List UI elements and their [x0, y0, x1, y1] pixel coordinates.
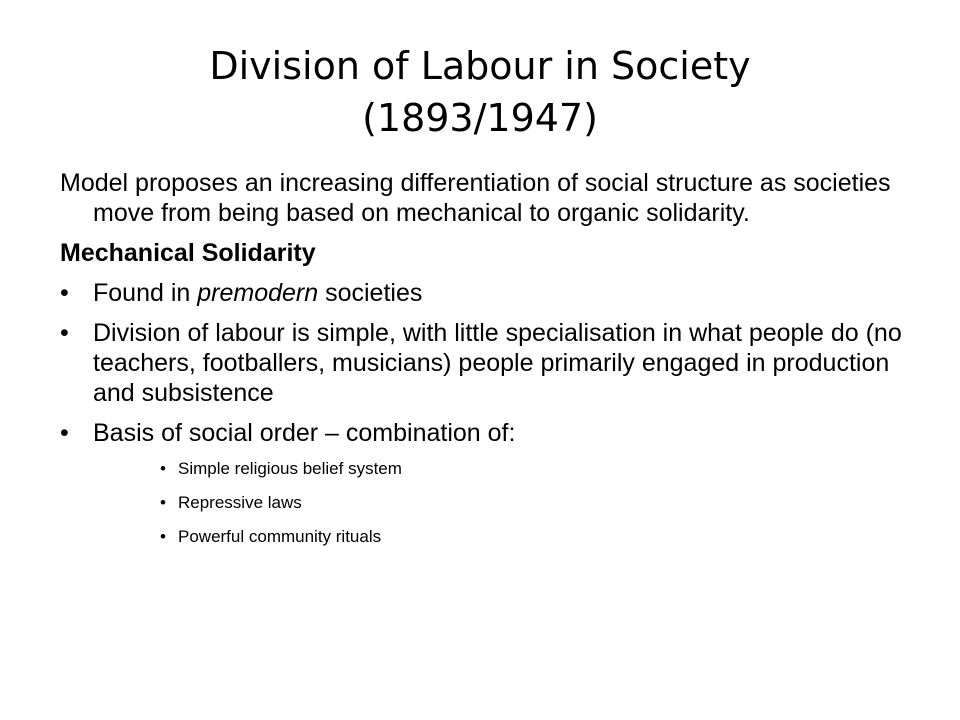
bullet-text-emphasis: premodern	[197, 279, 319, 307]
sub-bullet-text: Powerful community rituals	[178, 527, 382, 546]
sub-bullet-text: Simple religious belief system	[178, 459, 402, 478]
bullet-dot: •	[60, 319, 69, 347]
intro-paragraph: Model proposes an increasing differentiation of social structure as societies move from being based on mechanical to organic solidarity.	[60, 169, 891, 227]
sub-bullet-item-rituals	[160, 526, 920, 548]
bullet-item-premodern	[60, 278, 920, 308]
title-line-2: (1893/1947)	[362, 96, 598, 140]
slide-body	[60, 168, 920, 560]
bullet-text: Division of labour is simple, with little specialisation in what people do (no teachers, footballers, musicians) people primarily engaged in production and subsistence	[93, 319, 902, 407]
bullet-item-division-of-labour	[60, 318, 920, 408]
sub-bullet-text: Repressive laws	[178, 493, 302, 512]
bullet-text: Basis of social order – combination of:	[93, 419, 516, 447]
slide-title	[80, 40, 880, 144]
bullet-item-social-order	[60, 418, 920, 448]
bullet-text-prefix: Found in	[93, 279, 198, 307]
sub-bullet-list	[160, 458, 920, 548]
bullet-list	[60, 278, 920, 448]
bullet-dot: •	[60, 279, 69, 307]
bullet-dot: •	[60, 419, 69, 447]
section-heading: Mechanical Solidarity	[60, 239, 316, 267]
sub-bullet-dot: •	[160, 493, 166, 512]
sub-bullet-item-religion	[160, 458, 920, 480]
sub-bullet-item-laws	[160, 492, 920, 514]
title-line-1: Division of Labour in Society	[209, 44, 751, 88]
sub-bullet-dot: •	[160, 527, 166, 546]
sub-bullet-dot: •	[160, 459, 166, 478]
bullet-text-suffix: societies	[318, 279, 423, 307]
